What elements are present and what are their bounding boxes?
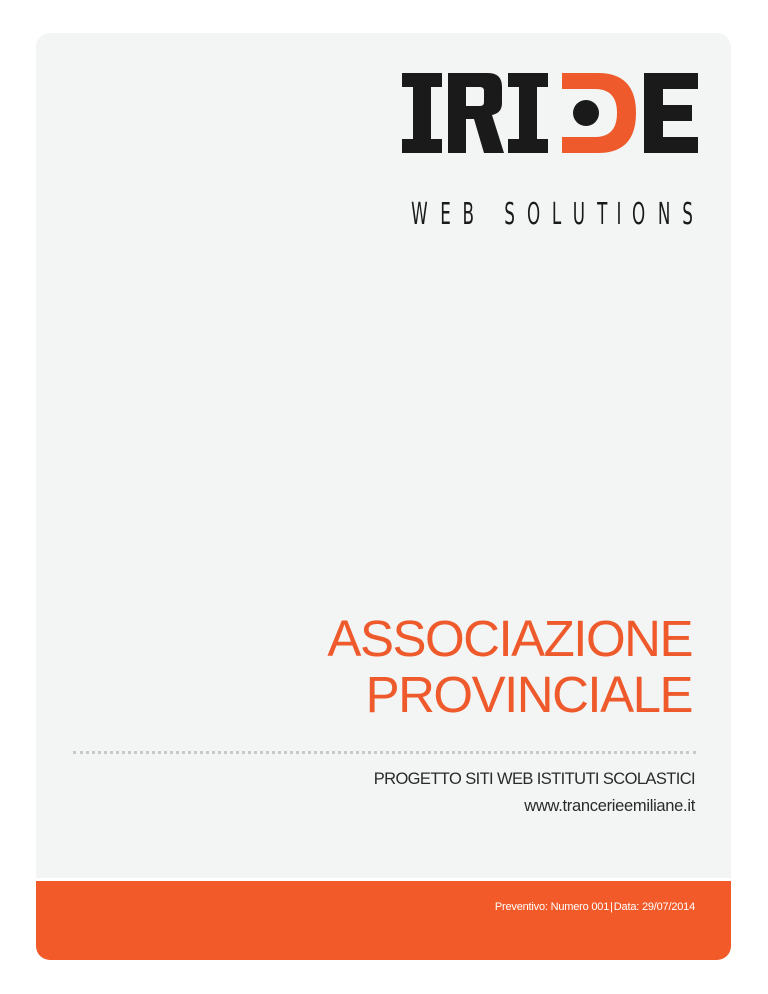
quote-date: Data: 29/07/2014 <box>613 901 695 913</box>
title-line-2: PROVINCIALE <box>365 666 692 723</box>
quote-info <box>495 901 695 913</box>
iride-wordmark-icon <box>402 73 698 153</box>
iride-logo <box>402 73 698 232</box>
website-link[interactable]: www.trancerieemiliane.it <box>524 797 695 815</box>
tagline-letter: T <box>596 197 608 232</box>
tagline-letter: U <box>572 197 586 232</box>
quote-number: Preventivo: Numero 001 <box>494 901 610 913</box>
tagline-letter: O <box>527 197 541 232</box>
tagline-letter: O <box>631 197 645 232</box>
cover-page <box>36 33 731 960</box>
tagline-letter: N <box>657 197 671 232</box>
tagline-letter: L <box>552 197 562 232</box>
tagline-letter: I <box>616 197 622 232</box>
tagline-letter: S <box>681 197 693 232</box>
quote-separator: | <box>610 901 613 913</box>
document-title <box>327 611 692 723</box>
dotted-divider <box>73 751 696 754</box>
tagline-letter: E <box>440 197 452 232</box>
project-subtitle: PROGETTO SITI WEB ISTITUTI SCOLASTICI <box>373 770 695 788</box>
logo-tagline <box>406 197 696 237</box>
tagline-letter: S <box>504 197 516 232</box>
tagline-letter: B <box>462 197 475 232</box>
footer-band <box>36 878 731 960</box>
tagline-letter: W <box>411 197 428 232</box>
title-line-1: ASSOCIAZIONE <box>327 610 692 667</box>
